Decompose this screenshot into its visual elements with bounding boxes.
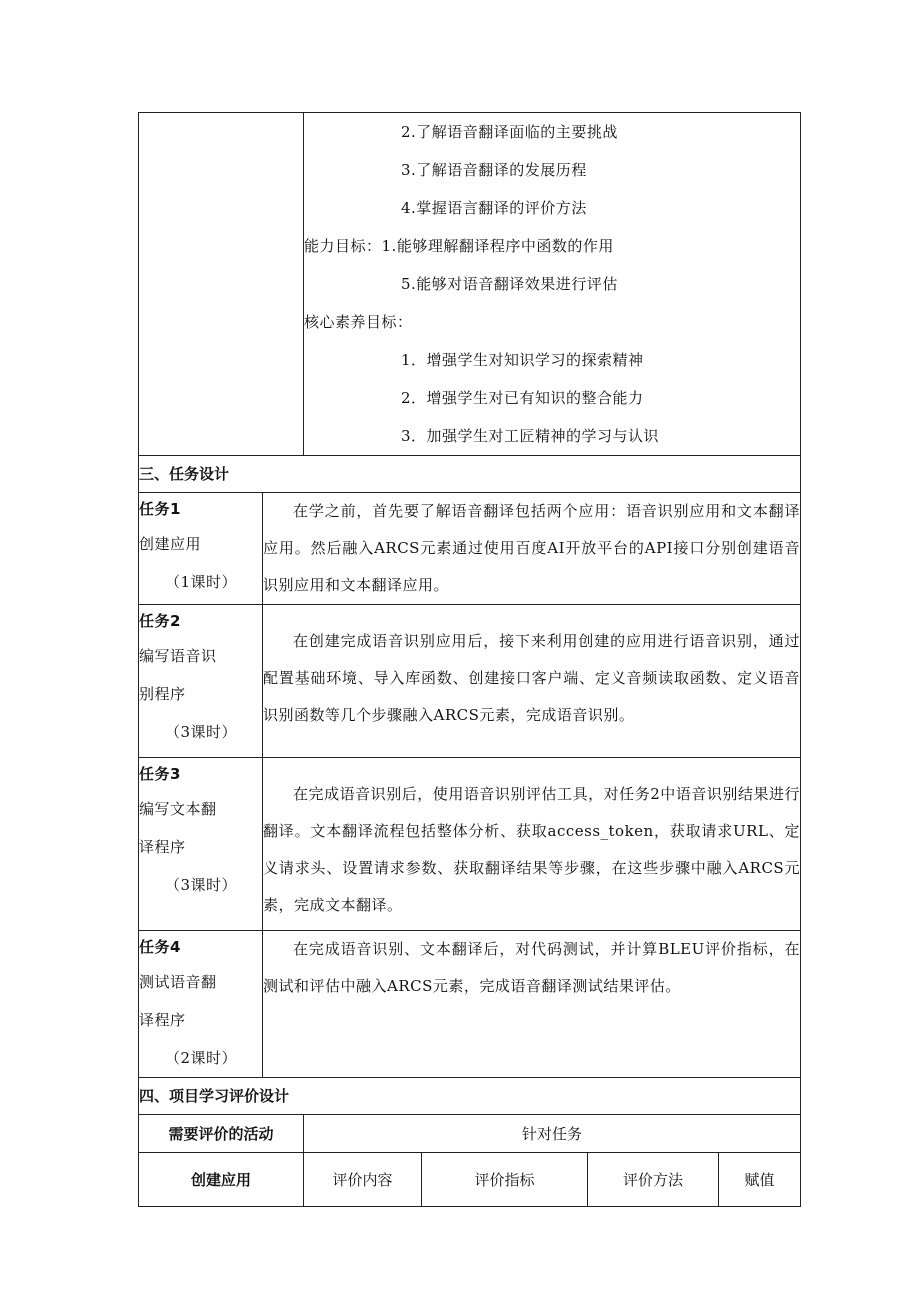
- task-3-description-cell: [263, 758, 801, 931]
- ability-label: 能力目标：: [304, 237, 382, 255]
- ability-item-1: 1.能够理解翻译程序中函数的作用: [381, 237, 614, 255]
- task-row: [139, 931, 801, 1078]
- core-line-3: 3．加强学生对工匠精神的学习与认识: [401, 427, 660, 445]
- column-method: 评价方法: [588, 1153, 719, 1207]
- task-row: [139, 605, 801, 758]
- task-4-name-2: 译程序: [139, 1011, 186, 1029]
- task-1-title: 任务1: [139, 500, 181, 518]
- task-2-description-cell: [263, 605, 801, 758]
- section3-title: 三、任务设计: [139, 456, 801, 493]
- objectives-row: [139, 113, 801, 456]
- task-3-meta: [139, 758, 263, 931]
- section4-row: [139, 1078, 801, 1115]
- task-4-description-cell: [263, 931, 801, 1078]
- task-2-hours: （3课时）: [165, 723, 238, 741]
- task-1-name: 创建应用: [139, 535, 202, 553]
- task-4-name-1: 测试语音翻: [139, 973, 217, 991]
- section3-row: [139, 456, 801, 493]
- task-1-hours: （1课时）: [165, 573, 238, 591]
- column-content: 评价内容: [304, 1153, 422, 1207]
- task-4-hours: （2课时）: [165, 1049, 238, 1067]
- task-3-name-1: 编写文本翻: [139, 800, 217, 818]
- task-3-name-2: 译程序: [139, 838, 186, 856]
- lesson-plan-table: [138, 112, 801, 1207]
- task-row: [139, 493, 801, 605]
- target-header: 针对任务: [304, 1115, 801, 1153]
- task-4-title: 任务4: [139, 938, 181, 956]
- task-3-hours: （3课时）: [165, 876, 238, 894]
- objectives-cell: [304, 113, 801, 456]
- ability-line-2: 5.能够对语音翻译效果进行评估: [401, 275, 618, 293]
- task-2-title: 任务2: [139, 612, 181, 630]
- task-2-description: 在创建完成语音识别应用后，接下来利用创建的应用进行语音识别，通过配置基础环境、导入库函数、创建接口客户端、定义音频读取函数、定义语音识别函数等几个步骤融入ARCS元素，完成语音识别。: [263, 632, 801, 724]
- task-row: [139, 758, 801, 931]
- core-line-2: 2．增强学生对已有知识的整合能力: [401, 389, 644, 407]
- core-line-1: 1．增强学生对知识学习的探索精神: [401, 351, 644, 369]
- evaluation-columns-row: [139, 1153, 801, 1207]
- objectives-left-cell: [139, 113, 304, 456]
- column-indicator: 评价指标: [422, 1153, 588, 1207]
- task-2-name-1: 编写语音识: [139, 647, 217, 665]
- ability-line-1: [304, 227, 800, 265]
- activity-header: 需要评价的活动: [139, 1115, 304, 1153]
- task-1-description-cell: [263, 493, 801, 605]
- task-1-description: 在学之前，首先要了解语音翻译包括两个应用：语音识别应用和文本翻译应用。然后融入ARCS元素通过使用百度AI开放平台的API接口分别创建语音识别应用和文本翻译应用。: [263, 502, 801, 594]
- knowledge-line-1: 2.了解语音翻译面临的主要挑战: [401, 123, 618, 141]
- task-3-description: 在完成语音识别后，使用语音识别评估工具，对任务2中语音识别结果进行翻译。文本翻译流程包括整体分析、获取access_token，获取请求URL、定义请求头、设置请求参数、获取翻译结果等步骤，在这些步骤中融入ARCS元素，完成文本翻译。: [263, 785, 801, 914]
- activity-name: 创建应用: [139, 1153, 304, 1207]
- task-2-meta: [139, 605, 263, 758]
- task-1-meta: [139, 493, 263, 605]
- knowledge-line-3: 4.掌握语言翻译的评价方法: [401, 199, 587, 217]
- knowledge-line-2: 3.了解语音翻译的发展历程: [401, 161, 587, 179]
- task-4-description: 在完成语音识别、文本翻译后，对代码测试，并计算BLEU评价指标，在测试和评估中融入ARCS元素，完成语音翻译测试结果评估。: [263, 940, 801, 995]
- section4-title: 四、项目学习评价设计: [139, 1078, 801, 1115]
- column-score: 赋值: [719, 1153, 801, 1207]
- task-2-name-2: 别程序: [139, 685, 186, 703]
- evaluation-header-row: [139, 1115, 801, 1153]
- core-label: 核心素养目标：: [304, 313, 413, 331]
- task-4-meta: [139, 931, 263, 1078]
- task-3-title: 任务3: [139, 765, 181, 783]
